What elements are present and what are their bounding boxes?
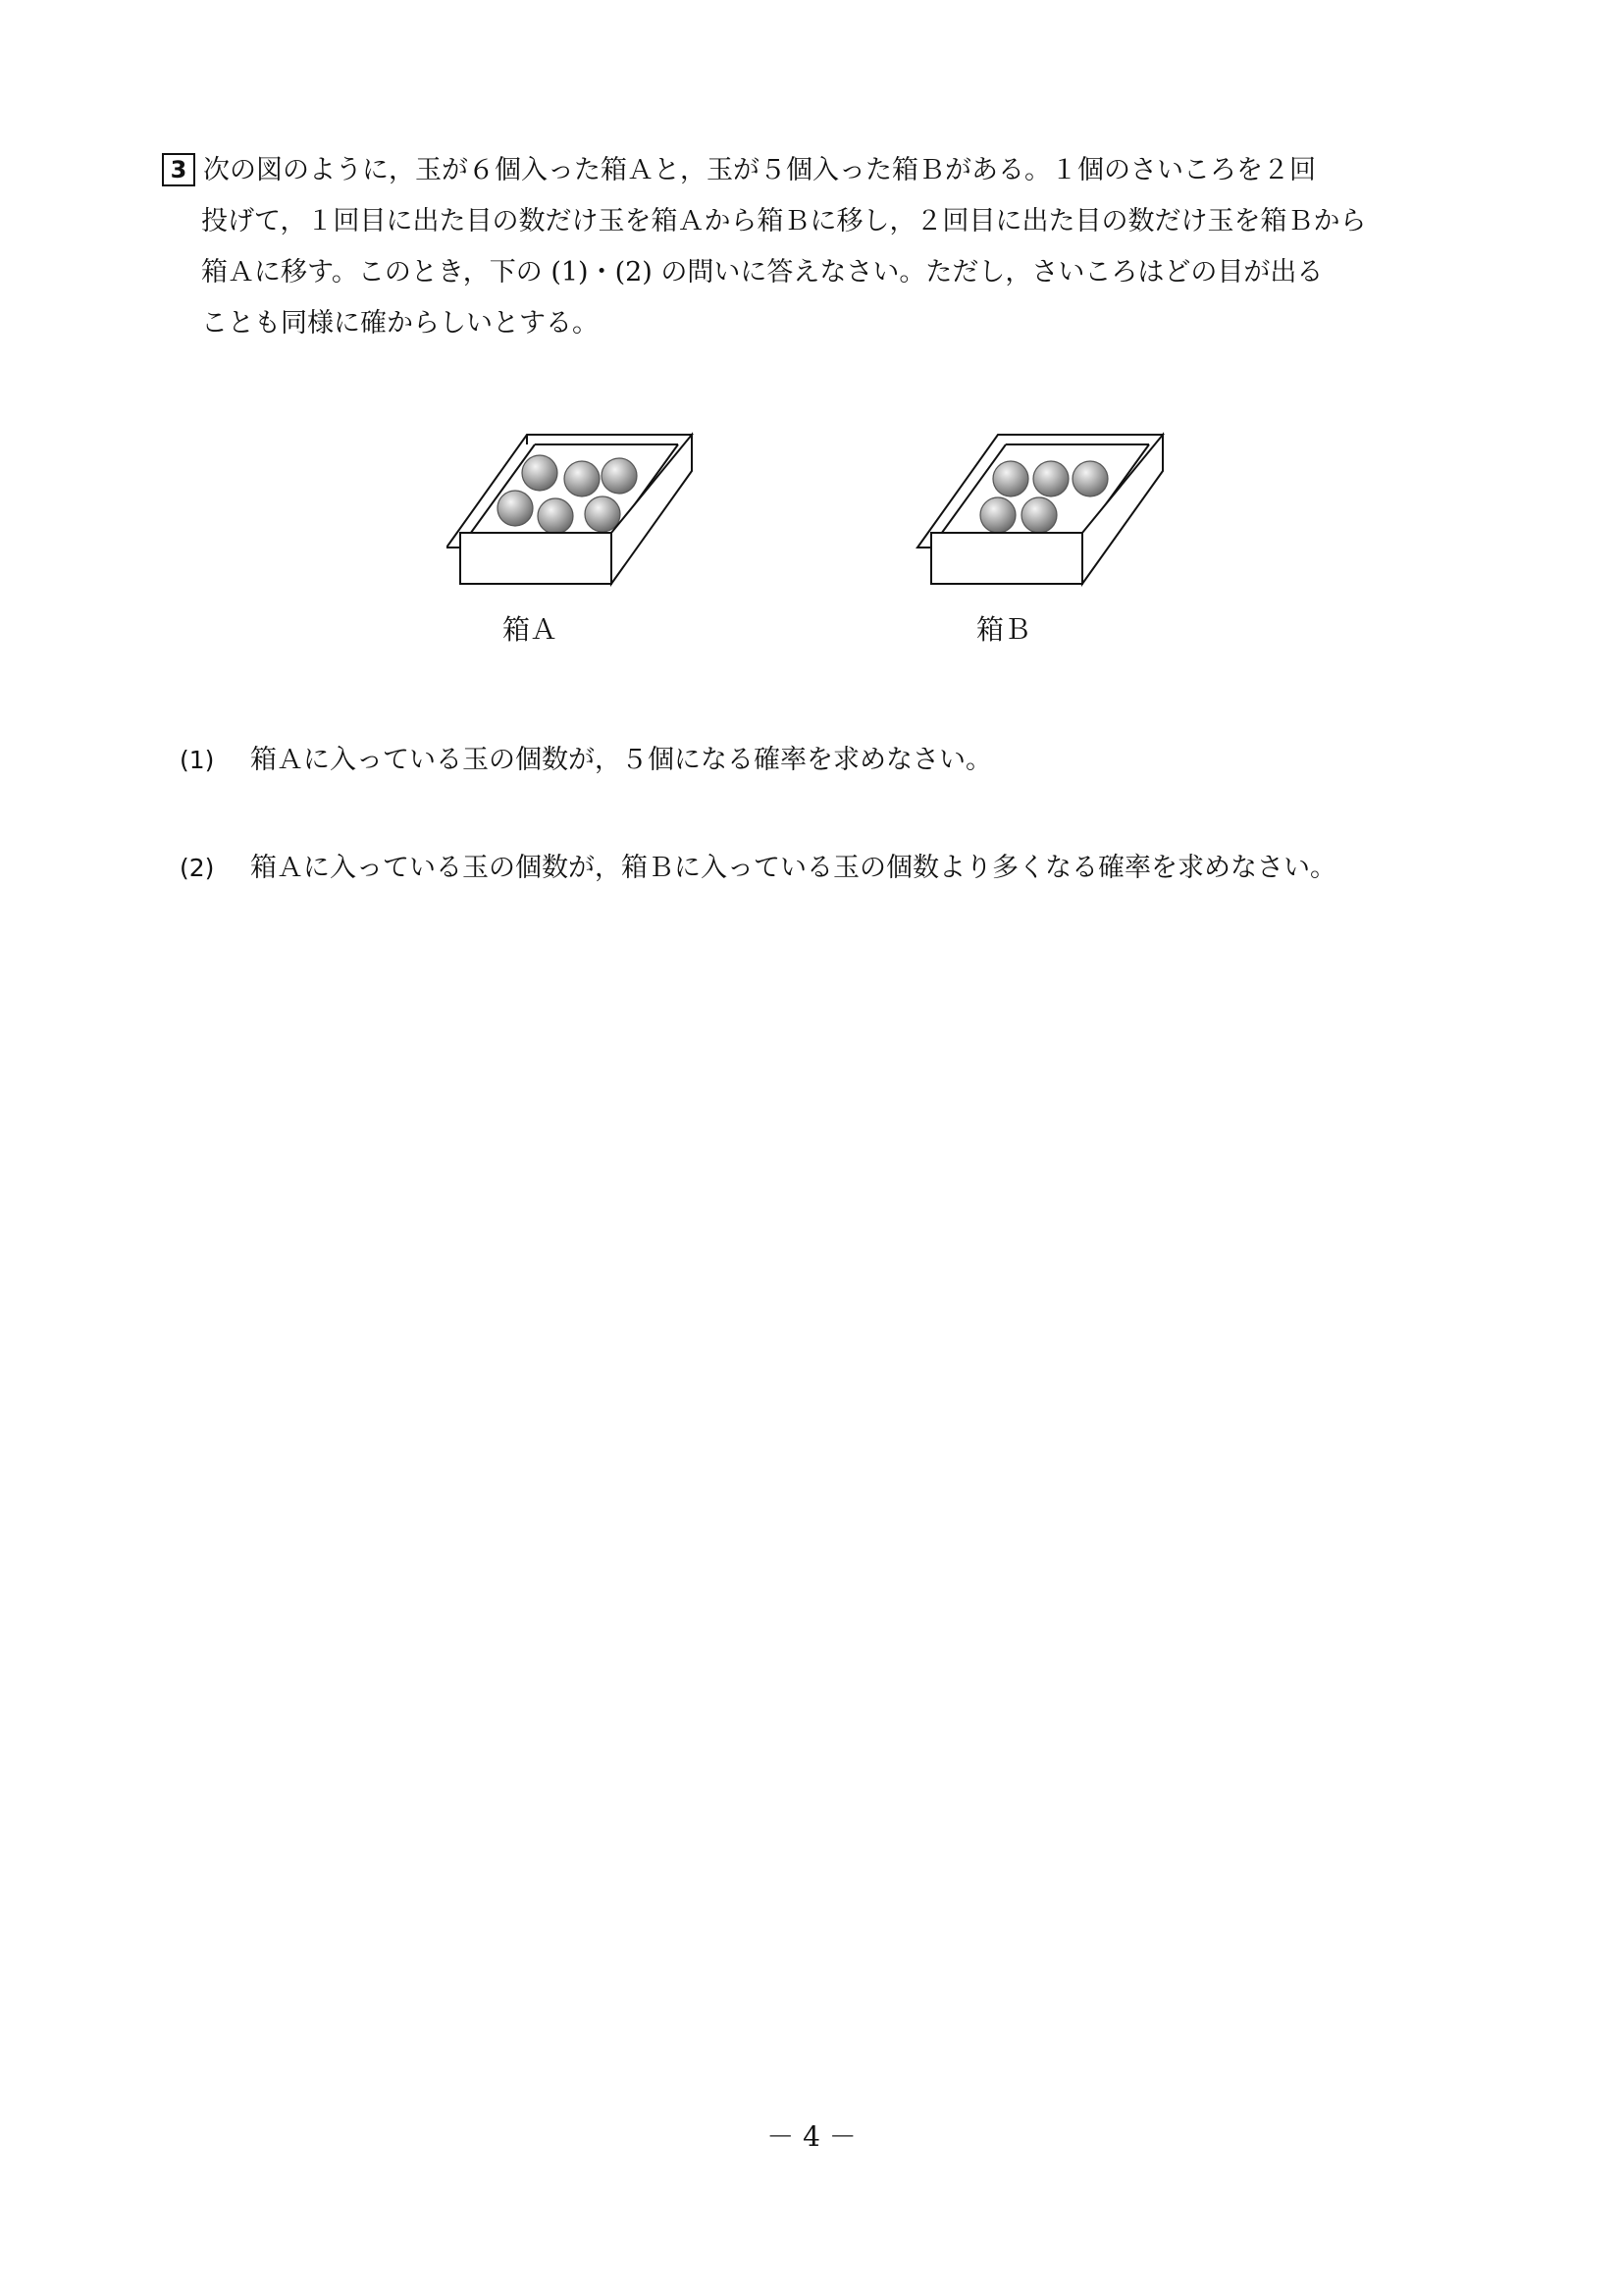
problem-number: 3	[162, 153, 195, 186]
ball	[1073, 461, 1108, 496]
question-2	[180, 846, 1336, 884]
box-b-label: 箱Ｂ	[976, 613, 1032, 646]
ball	[538, 498, 573, 534]
question-1	[180, 738, 992, 776]
ball	[522, 455, 557, 491]
ball	[585, 496, 620, 532]
ball	[1021, 497, 1057, 533]
question-text: 箱Ａに入っている玉の個数が，箱Ｂに入っている玉の個数より多くなる確率を求めなさい。	[250, 853, 1336, 883]
problem-statement	[203, 145, 1469, 349]
question-number: (2)	[180, 854, 215, 882]
problem-line: ことも同様に確からしいとする。	[201, 308, 599, 339]
ball	[993, 461, 1028, 496]
problem-line: 投げて，１回目に出た目の数だけ玉を箱Ａから箱Ｂに移し，２回目に出た目の数だけ玉を箱Ｂから	[201, 206, 1367, 236]
boxes-figure	[446, 417, 1192, 672]
problem-line: 次の図のように，玉が６個入った箱Ａと，玉が５個入った箱Ｂがある。１個のさいころを２回	[203, 155, 1316, 185]
ball	[602, 458, 637, 494]
problem-line: 箱Ａに移す。このとき，下の (1)・(2) の問いに答えなさい。ただし，さいころはどの目が出る	[201, 257, 1324, 287]
boxes-illustration	[446, 417, 1192, 603]
ball	[497, 491, 533, 526]
ball	[980, 497, 1016, 533]
box-a-label: 箱Ａ	[502, 613, 558, 646]
ball	[564, 461, 600, 496]
ball	[1033, 461, 1069, 496]
page-number: － 4 －	[766, 2120, 857, 2153]
question-text: 箱Ａに入っている玉の個数が，５個になる確率を求めなさい。	[250, 745, 992, 775]
question-number: (1)	[180, 746, 215, 774]
